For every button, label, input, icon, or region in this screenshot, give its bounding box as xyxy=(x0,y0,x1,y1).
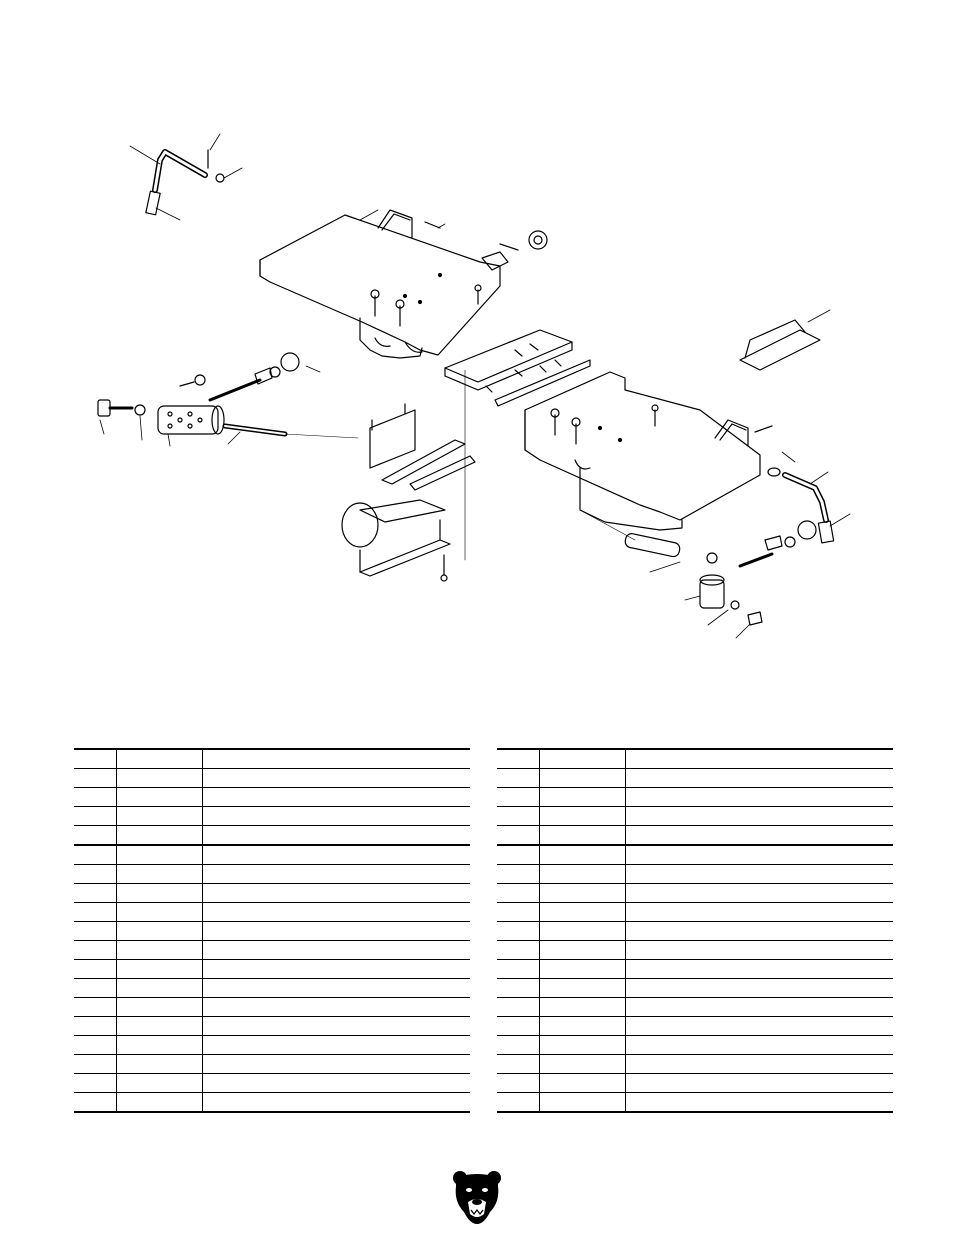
table-row xyxy=(497,903,893,922)
part-number-cell xyxy=(540,826,625,846)
ref-cell xyxy=(497,903,540,922)
ref-cell xyxy=(74,807,117,826)
ref-cell xyxy=(74,865,117,884)
parts-list-table-left xyxy=(74,748,470,1113)
part-number-cell xyxy=(117,1074,202,1093)
table-row xyxy=(497,1017,893,1036)
ref-cell xyxy=(74,1055,117,1074)
part-number-cell xyxy=(540,845,625,865)
table-row xyxy=(497,749,893,769)
table-row xyxy=(74,845,470,865)
description-cell xyxy=(202,826,470,846)
description-cell xyxy=(202,922,470,941)
table-row xyxy=(497,960,893,979)
part-number-cell xyxy=(540,903,625,922)
description-cell xyxy=(202,1036,470,1055)
description-cell xyxy=(625,1036,893,1055)
ref-cell xyxy=(497,1036,540,1055)
part-number-cell xyxy=(540,1017,625,1036)
ref-cell xyxy=(497,941,540,960)
ref-cell xyxy=(74,979,117,998)
part-number-cell xyxy=(117,865,202,884)
ref-cell xyxy=(497,826,540,846)
part-number-cell xyxy=(540,1074,625,1093)
description-cell xyxy=(202,998,470,1017)
ref-cell xyxy=(74,749,117,769)
description-cell xyxy=(625,845,893,865)
table-row xyxy=(497,865,893,884)
description-cell xyxy=(625,998,893,1017)
description-cell xyxy=(625,903,893,922)
part-number-cell xyxy=(117,922,202,941)
part-number-cell xyxy=(540,865,625,884)
crank-handle-right xyxy=(768,452,850,543)
description-cell xyxy=(625,826,893,846)
table-row xyxy=(74,1036,470,1055)
table-row xyxy=(497,788,893,807)
ref-cell xyxy=(497,884,540,903)
description-cell xyxy=(625,1017,893,1036)
exploded-parts-diagram xyxy=(60,110,900,670)
ref-cell xyxy=(74,941,117,960)
description-cell xyxy=(202,1017,470,1036)
ref-cell xyxy=(74,1074,117,1093)
description-cell xyxy=(625,769,893,788)
table-row xyxy=(497,769,893,788)
ref-cell xyxy=(74,769,117,788)
part-number-cell xyxy=(117,941,202,960)
table-row xyxy=(74,884,470,903)
ref-cell xyxy=(497,1017,540,1036)
part-number-cell xyxy=(540,1093,625,1113)
part-number-cell xyxy=(540,1055,625,1074)
part-number-cell xyxy=(540,788,625,807)
table-row xyxy=(74,807,470,826)
crank-handle-top-left xyxy=(130,134,242,220)
ref-cell xyxy=(497,769,540,788)
part-number-cell xyxy=(117,903,202,922)
part-number-cell xyxy=(117,1093,202,1113)
table-row xyxy=(74,1074,470,1093)
part-number-cell xyxy=(540,922,625,941)
description-cell xyxy=(202,845,470,865)
table-row xyxy=(74,769,470,788)
description-cell xyxy=(202,1074,470,1093)
description-cell xyxy=(202,941,470,960)
part-number-cell xyxy=(540,960,625,979)
description-cell xyxy=(202,884,470,903)
part-number-cell xyxy=(117,979,202,998)
table-row xyxy=(497,998,893,1017)
description-cell xyxy=(202,1055,470,1074)
ref-cell xyxy=(74,1036,117,1055)
outfeed-table xyxy=(525,372,772,540)
ref-cell xyxy=(74,1017,117,1036)
part-number-cell xyxy=(540,749,625,769)
right-adjustment-assembly xyxy=(624,521,816,638)
ref-cell xyxy=(74,998,117,1017)
description-cell xyxy=(202,807,470,826)
description-cell xyxy=(625,865,893,884)
description-cell xyxy=(202,979,470,998)
description-cell xyxy=(625,1055,893,1074)
ref-cell xyxy=(74,845,117,865)
part-number-cell xyxy=(540,884,625,903)
ref-cell xyxy=(74,1093,117,1113)
table-row xyxy=(497,1055,893,1074)
ref-cell xyxy=(497,960,540,979)
ref-cell xyxy=(497,998,540,1017)
ref-cell xyxy=(497,1093,540,1113)
part-number-cell xyxy=(540,769,625,788)
dust-chute-assembly xyxy=(342,404,475,581)
description-cell xyxy=(625,922,893,941)
ref-cell xyxy=(497,979,540,998)
table-row xyxy=(497,1093,893,1113)
description-cell xyxy=(625,979,893,998)
part-number-cell xyxy=(117,749,202,769)
parts-list-table-right xyxy=(497,748,893,1113)
description-cell xyxy=(625,807,893,826)
description-cell xyxy=(202,865,470,884)
table-row xyxy=(497,1074,893,1093)
table-row xyxy=(74,788,470,807)
table-row xyxy=(497,807,893,826)
table-row xyxy=(497,1036,893,1055)
carry-handle xyxy=(740,310,830,370)
ref-cell xyxy=(497,865,540,884)
table-row xyxy=(497,979,893,998)
ref-cell xyxy=(74,788,117,807)
description-cell xyxy=(625,1093,893,1113)
ref-cell xyxy=(497,1074,540,1093)
part-number-cell xyxy=(117,807,202,826)
ref-cell xyxy=(497,845,540,865)
table-row xyxy=(74,922,470,941)
ref-cell xyxy=(497,788,540,807)
part-number-cell xyxy=(117,1055,202,1074)
description-cell xyxy=(625,884,893,903)
part-number-cell xyxy=(117,960,202,979)
part-number-cell xyxy=(540,807,625,826)
part-number-cell xyxy=(117,845,202,865)
part-number-cell xyxy=(117,884,202,903)
table-row xyxy=(497,826,893,846)
table-row xyxy=(74,865,470,884)
part-number-cell xyxy=(117,826,202,846)
ref-cell xyxy=(497,1055,540,1074)
description-cell xyxy=(202,788,470,807)
part-number-cell xyxy=(540,1036,625,1055)
description-cell xyxy=(202,769,470,788)
table-row xyxy=(74,1017,470,1036)
description-cell xyxy=(625,941,893,960)
ref-cell xyxy=(497,922,540,941)
part-number-cell xyxy=(540,998,625,1017)
description-cell xyxy=(625,749,893,769)
ref-cell xyxy=(497,749,540,769)
ref-cell xyxy=(74,922,117,941)
table-row xyxy=(497,845,893,865)
description-cell xyxy=(202,960,470,979)
bear-head-logo-icon xyxy=(450,1168,504,1226)
description-cell xyxy=(202,1093,470,1113)
table-row xyxy=(74,941,470,960)
table-row xyxy=(74,1093,470,1113)
ref-cell xyxy=(74,884,117,903)
part-number-cell xyxy=(540,979,625,998)
ref-cell xyxy=(497,807,540,826)
center-gib-bar xyxy=(445,330,590,560)
table-row xyxy=(497,884,893,903)
description-cell xyxy=(625,788,893,807)
table-row xyxy=(497,941,893,960)
part-number-cell xyxy=(117,1036,202,1055)
part-number-cell xyxy=(117,769,202,788)
table-row xyxy=(74,903,470,922)
ref-cell xyxy=(74,826,117,846)
table-row xyxy=(74,749,470,769)
table-row xyxy=(74,1055,470,1074)
part-number-cell xyxy=(117,788,202,807)
description-cell xyxy=(625,1074,893,1093)
description-cell xyxy=(202,749,470,769)
table-row xyxy=(74,826,470,846)
description-cell xyxy=(202,903,470,922)
part-number-cell xyxy=(117,1017,202,1036)
table-row xyxy=(74,960,470,979)
infeed-table xyxy=(260,210,547,358)
ref-cell xyxy=(74,903,117,922)
ref-cell xyxy=(74,960,117,979)
part-number-cell xyxy=(117,998,202,1017)
table-row xyxy=(74,998,470,1017)
description-cell xyxy=(625,960,893,979)
left-adjustment-assembly xyxy=(98,353,358,446)
table-row xyxy=(74,979,470,998)
table-row xyxy=(497,922,893,941)
part-number-cell xyxy=(540,941,625,960)
